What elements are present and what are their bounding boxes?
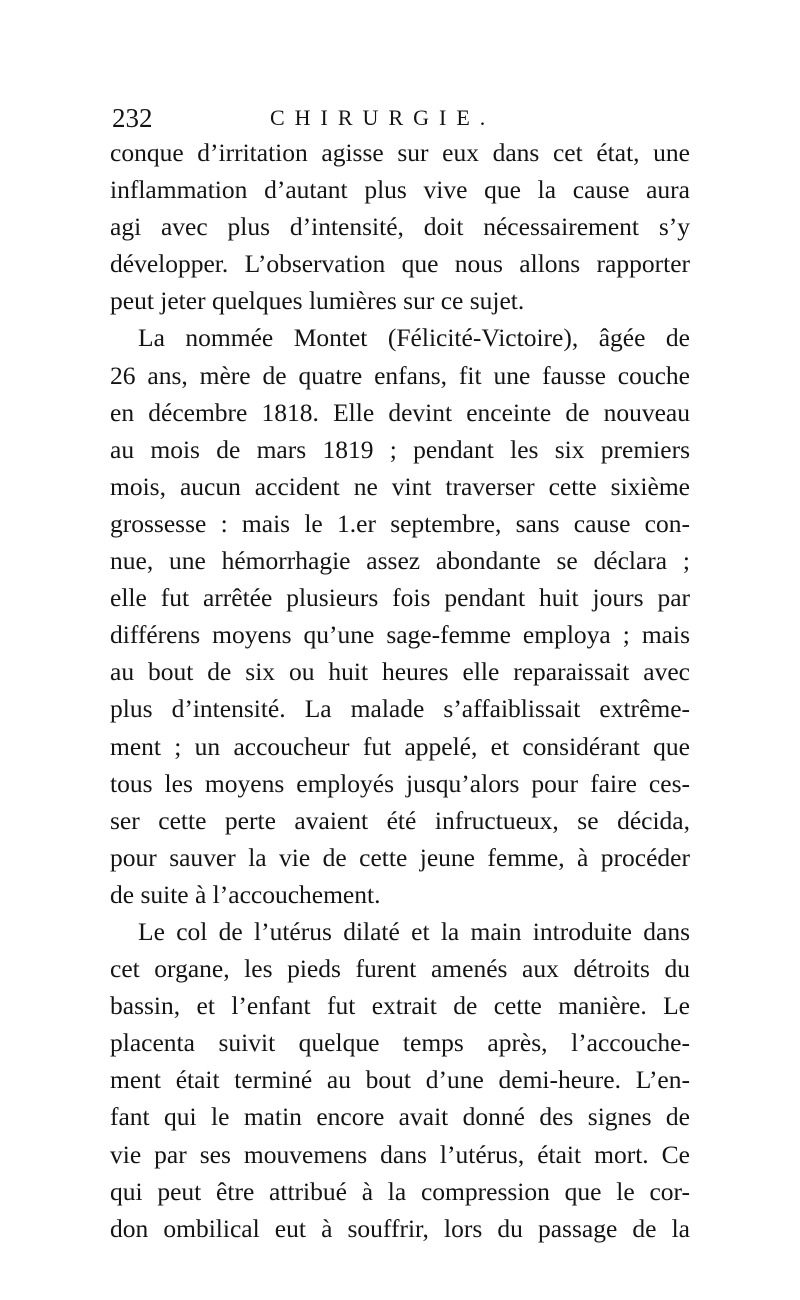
text-line: ment ; un accoucheur fut appelé, et considérant que (110, 731, 690, 761)
text-line: peut jeter quelques lumières sur ce sujet. (110, 286, 525, 316)
text-line: bassin, et l’enfant fut extrait de cette manière. Le (110, 991, 690, 1021)
text-line: Le col de l’utérus dilaté et la main introduite dans (138, 916, 690, 946)
text-line: qui peut être attribué à la compression que le cor- (110, 1176, 690, 1206)
text-line: au mois de mars 1819 ; pendant les six premiers (110, 434, 690, 464)
text-line: inflammation d’autant plus vive que la cause aura (110, 175, 690, 205)
text-line: conque d’irritation agisse sur eux dans cet état, une (110, 138, 690, 167)
text-line: de suite à l’accouchement. (110, 879, 381, 909)
text-line: fant qui le matin encore avait donné des signes de (110, 1102, 690, 1132)
body-text (110, 134, 690, 1247)
running-title: CHIRURGIE. (270, 105, 496, 130)
text-line: tous les moyens employés jusqu’alors pour faire ces- (110, 768, 690, 798)
text-line: agi avec plus d’intensité, doit nécessairement s’y (110, 212, 690, 242)
text-line: elle fut arrêtée plusieurs fois pendant huit jours par (110, 583, 690, 613)
text-line: ser cette perte avaient été infructueux, se décida, (110, 805, 690, 835)
text-line: don ombilical eut à souffrir, lors du passage de la (110, 1213, 690, 1243)
text-line: placenta suivit quelque temps après, l’accouche- (110, 1028, 690, 1058)
text-line: pour sauver la vie de cette jeune femme, à procéder (110, 842, 690, 872)
text-line: en décembre 1818. Elle devint enceinte de nouveau (110, 397, 690, 427)
text-line: cet organe, les pieds furent amenés aux détroits du (110, 954, 690, 984)
text-line: mois, aucun accident ne vint traverser cette sixième (110, 471, 690, 501)
text-line: 26 ans, mère de quatre enfans, fit une fausse couche (110, 360, 690, 390)
text-line: différens moyens qu’une sage-femme employa ; mais (110, 620, 690, 650)
running-head (112, 98, 692, 138)
text-line: ment était terminé au bout d’une demi-heure. L’en- (110, 1065, 690, 1095)
text-line: grossesse : mais le 1.er septembre, sans cause con- (110, 508, 690, 538)
text-line: au bout de six ou huit heures elle reparaissait avec (110, 657, 690, 687)
text-line: développer. L’observation que nous allons rapporter (110, 249, 690, 279)
text-line: nue, une hémorrhagie assez abondante se déclara ; (110, 546, 690, 576)
text-line: plus d’intensité. La malade s’affaiblissait extrême- (110, 694, 690, 724)
page-number: 232 (112, 103, 153, 133)
text-line: vie par ses mouvemens dans l’utérus, était mort. Ce (110, 1139, 690, 1169)
text-line: La nommée Montet (Félicité-Victoire), âgée de (138, 323, 690, 353)
